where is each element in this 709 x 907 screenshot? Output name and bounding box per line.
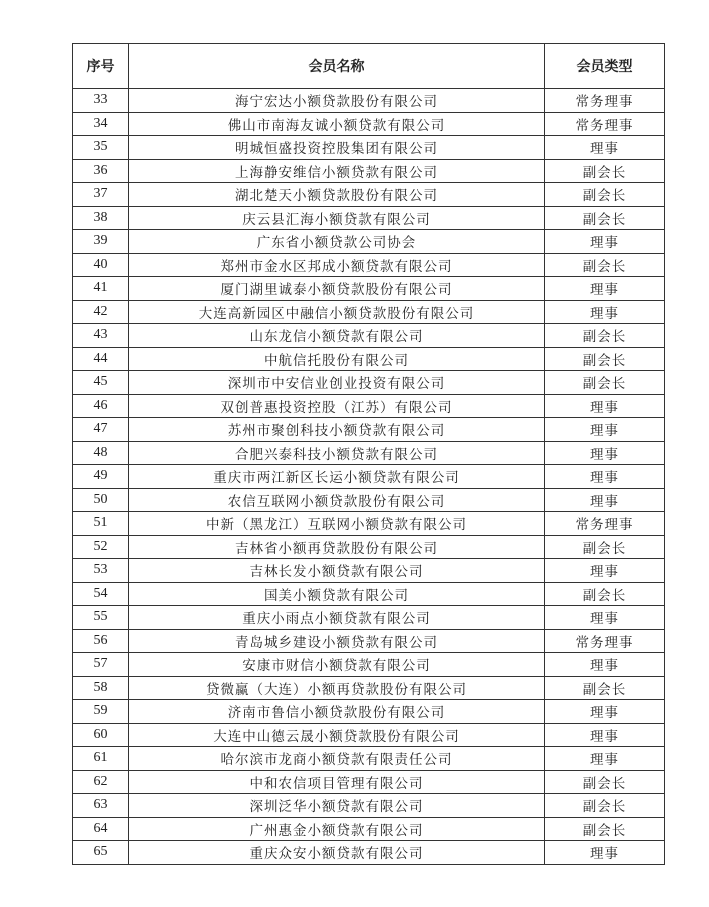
table-row [73, 582, 665, 606]
member-number: 58 [73, 676, 129, 700]
member-number: 37 [73, 183, 129, 207]
member-table [72, 43, 665, 865]
member-number: 39 [73, 230, 129, 254]
member-type: 副会长 [545, 582, 665, 606]
member-number: 55 [73, 606, 129, 630]
member-name: 上海静安维信小额贷款有限公司 [129, 159, 545, 183]
member-type: 副会长 [545, 324, 665, 348]
table-row [73, 559, 665, 583]
member-name: 海宁宏达小额贷款股份有限公司 [129, 89, 545, 113]
member-type: 副会长 [545, 347, 665, 371]
member-number: 50 [73, 488, 129, 512]
member-number: 62 [73, 770, 129, 794]
table-row [73, 89, 665, 113]
member-number: 33 [73, 89, 129, 113]
member-number: 47 [73, 418, 129, 442]
member-name: 重庆众安小额贷款有限公司 [129, 841, 545, 865]
member-number: 44 [73, 347, 129, 371]
table-row [73, 159, 665, 183]
table-row [73, 324, 665, 348]
member-name: 广东省小额贷款公司协会 [129, 230, 545, 254]
member-type: 副会长 [545, 253, 665, 277]
member-name: 中航信托股份有限公司 [129, 347, 545, 371]
member-number: 51 [73, 512, 129, 536]
member-name: 双创普惠投资控股（江苏）有限公司 [129, 394, 545, 418]
table-row [73, 112, 665, 136]
member-name: 重庆小雨点小额贷款有限公司 [129, 606, 545, 630]
table-row [73, 136, 665, 160]
member-name: 大连中山德云晟小额贷款股份有限公司 [129, 723, 545, 747]
table-row [73, 841, 665, 865]
member-type: 副会长 [545, 794, 665, 818]
table-row [73, 488, 665, 512]
table-row [73, 347, 665, 371]
member-number: 35 [73, 136, 129, 160]
member-name: 青岛城乡建设小额贷款有限公司 [129, 629, 545, 653]
table-row [73, 817, 665, 841]
member-name: 佛山市南海友诚小额贷款有限公司 [129, 112, 545, 136]
member-type: 副会长 [545, 183, 665, 207]
table-row [73, 230, 665, 254]
table-row [73, 794, 665, 818]
member-type: 副会长 [545, 159, 665, 183]
member-type: 常务理事 [545, 629, 665, 653]
member-name: 苏州市聚创科技小额贷款有限公司 [129, 418, 545, 442]
table-row [73, 418, 665, 442]
column-header-name: 会员名称 [129, 44, 545, 89]
member-name: 深圳泛华小额贷款有限公司 [129, 794, 545, 818]
member-name: 贷微赢（大连）小额再贷款股份有限公司 [129, 676, 545, 700]
table-header-row [73, 44, 665, 89]
column-header-type: 会员类型 [545, 44, 665, 89]
member-type: 理事 [545, 488, 665, 512]
member-type: 副会长 [545, 817, 665, 841]
member-number: 41 [73, 277, 129, 301]
table-row [73, 465, 665, 489]
member-type: 常务理事 [545, 112, 665, 136]
member-number: 63 [73, 794, 129, 818]
member-type: 理事 [545, 559, 665, 583]
member-type: 副会长 [545, 676, 665, 700]
table-row [73, 723, 665, 747]
table-row [73, 371, 665, 395]
table-row [73, 676, 665, 700]
member-number: 43 [73, 324, 129, 348]
member-number: 46 [73, 394, 129, 418]
member-number: 65 [73, 841, 129, 865]
member-name: 安康市财信小额贷款有限公司 [129, 653, 545, 677]
table-row [73, 770, 665, 794]
table-row [73, 206, 665, 230]
member-type: 理事 [545, 394, 665, 418]
member-type: 理事 [545, 653, 665, 677]
member-name: 山东龙信小额贷款有限公司 [129, 324, 545, 348]
member-number: 34 [73, 112, 129, 136]
table-row [73, 300, 665, 324]
member-number: 52 [73, 535, 129, 559]
member-type: 理事 [545, 700, 665, 724]
member-name: 深圳市中安信业创业投资有限公司 [129, 371, 545, 395]
member-type: 理事 [545, 606, 665, 630]
member-type: 副会长 [545, 371, 665, 395]
member-number: 59 [73, 700, 129, 724]
table-body [73, 89, 665, 865]
member-name: 大连高新园区中融信小额贷款股份有限公司 [129, 300, 545, 324]
member-number: 38 [73, 206, 129, 230]
table-row [73, 747, 665, 771]
member-number: 57 [73, 653, 129, 677]
member-name: 农信互联网小额贷款股份有限公司 [129, 488, 545, 512]
member-type: 理事 [545, 723, 665, 747]
member-number: 53 [73, 559, 129, 583]
member-type: 副会长 [545, 206, 665, 230]
member-name: 中和农信项目管理有限公司 [129, 770, 545, 794]
table-row [73, 394, 665, 418]
table-row [73, 629, 665, 653]
member-name: 广州惠金小额贷款有限公司 [129, 817, 545, 841]
table-row [73, 700, 665, 724]
table-row [73, 653, 665, 677]
member-number: 54 [73, 582, 129, 606]
member-name: 中新（黑龙江）互联网小额贷款有限公司 [129, 512, 545, 536]
member-number: 42 [73, 300, 129, 324]
member-name: 庆云县汇海小额贷款有限公司 [129, 206, 545, 230]
member-number: 48 [73, 441, 129, 465]
member-number: 61 [73, 747, 129, 771]
member-number: 49 [73, 465, 129, 489]
table-row [73, 535, 665, 559]
member-type: 理事 [545, 747, 665, 771]
member-name: 厦门湖里诚泰小额贷款股份有限公司 [129, 277, 545, 301]
member-number: 45 [73, 371, 129, 395]
member-name: 国美小额贷款有限公司 [129, 582, 545, 606]
table-row [73, 253, 665, 277]
member-number: 56 [73, 629, 129, 653]
member-name: 郑州市金水区邦成小额贷款有限公司 [129, 253, 545, 277]
member-type: 常务理事 [545, 89, 665, 113]
member-type: 理事 [545, 465, 665, 489]
member-name: 吉林省小额再贷款股份有限公司 [129, 535, 545, 559]
member-type: 副会长 [545, 535, 665, 559]
table-row [73, 183, 665, 207]
member-type: 理事 [545, 418, 665, 442]
member-type: 理事 [545, 841, 665, 865]
member-name: 合肥兴泰科技小额贷款有限公司 [129, 441, 545, 465]
member-number: 36 [73, 159, 129, 183]
member-number: 40 [73, 253, 129, 277]
member-type: 副会长 [545, 770, 665, 794]
member-type: 理事 [545, 300, 665, 324]
member-type: 理事 [545, 136, 665, 160]
member-type: 常务理事 [545, 512, 665, 536]
member-name: 明城恒盛投资控股集团有限公司 [129, 136, 545, 160]
member-type: 理事 [545, 441, 665, 465]
member-type: 理事 [545, 277, 665, 301]
table-row [73, 606, 665, 630]
member-number: 60 [73, 723, 129, 747]
member-name: 重庆市两江新区长运小额贷款有限公司 [129, 465, 545, 489]
member-name: 吉林长发小额贷款有限公司 [129, 559, 545, 583]
column-header-no: 序号 [73, 44, 129, 89]
member-name: 济南市鲁信小额贷款股份有限公司 [129, 700, 545, 724]
member-name: 哈尔滨市龙商小额贷款有限责任公司 [129, 747, 545, 771]
member-type: 理事 [545, 230, 665, 254]
table-row [73, 512, 665, 536]
table-row [73, 277, 665, 301]
table-row [73, 441, 665, 465]
member-name: 湖北楚天小额贷款股份有限公司 [129, 183, 545, 207]
member-number: 64 [73, 817, 129, 841]
